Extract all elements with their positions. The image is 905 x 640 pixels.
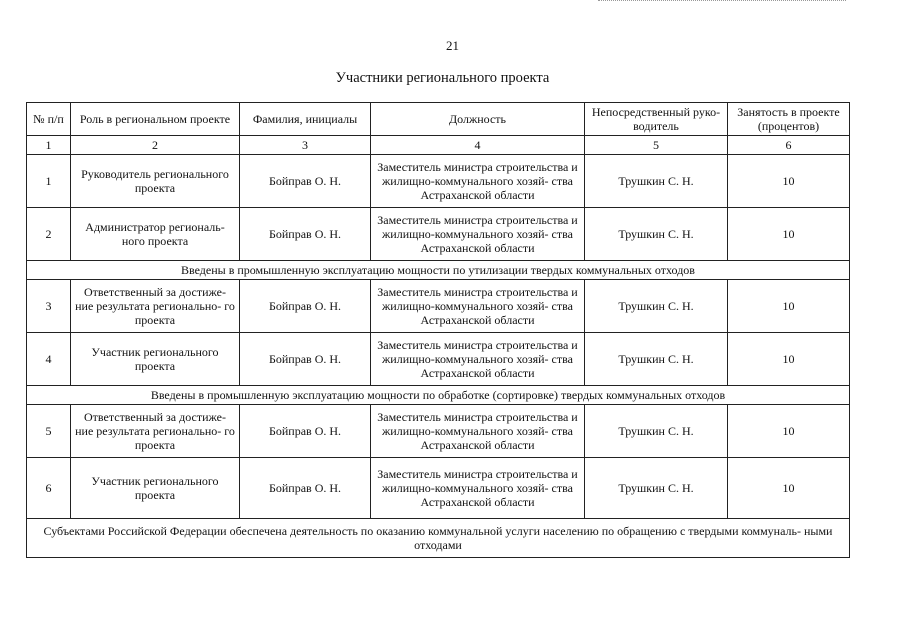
supervisor-cell: Трушкин С. Н. [585, 155, 728, 208]
name-cell: Бойправ О. Н. [240, 155, 371, 208]
role-cell: Участник регионального проекта [71, 333, 240, 386]
employment-cell: 10 [728, 280, 850, 333]
position-cell: Заместитель министра строительства и жилищно-коммунального хозяй- ства Астраханской области [371, 333, 585, 386]
name-cell: Бойправ О. Н. [240, 458, 371, 519]
employment-cell: 10 [728, 458, 850, 519]
name-cell: Бойправ О. Н. [240, 208, 371, 261]
employment-cell: 10 [728, 405, 850, 458]
position-cell: Заместитель министра строительства и жилищно-коммунального хозяй- ства Астраханской области [371, 155, 585, 208]
section-row [27, 519, 850, 558]
supervisor-cell: Трушкин С. Н. [585, 333, 728, 386]
table-header-row [27, 103, 850, 136]
column-number: 2 [71, 136, 240, 155]
role-cell: Ответственный за достиже- ние результата регионально- го проекта [71, 280, 240, 333]
header-cell: № п/п [27, 103, 71, 136]
header-cell: Фамилия, инициалы [240, 103, 371, 136]
header-cell: Занятость в проекте (процентов) [728, 103, 850, 136]
supervisor-cell: Трушкин С. Н. [585, 280, 728, 333]
row-number: 5 [27, 405, 71, 458]
row-number: 3 [27, 280, 71, 333]
position-cell: Заместитель министра строительства и жилищно-коммунального хозяй- ства Астраханской области [371, 280, 585, 333]
column-number: 4 [371, 136, 585, 155]
row-number: 1 [27, 155, 71, 208]
employment-cell: 10 [728, 208, 850, 261]
section-title: Субъектами Российской Федерации обеспечена деятельность по оказанию коммунальной услуги населению по обращению с твердыми коммуналь- ными отходами [27, 519, 850, 558]
name-cell: Бойправ О. Н. [240, 405, 371, 458]
role-cell: Руководитель регионального проекта [71, 155, 240, 208]
position-cell: Заместитель министра строительства и жилищно-коммунального хозяй- ства Астраханской области [371, 405, 585, 458]
role-cell: Администратор региональ- ного проекта [71, 208, 240, 261]
column-number: 5 [585, 136, 728, 155]
position-cell: Заместитель министра строительства и жилищно-коммунального хозяй- ства Астраханской области [371, 458, 585, 519]
employment-cell: 10 [728, 333, 850, 386]
name-cell: Бойправ О. Н. [240, 280, 371, 333]
column-number: 3 [240, 136, 371, 155]
table-row [27, 280, 850, 333]
employment-cell: 10 [728, 155, 850, 208]
top-dotted-line [598, 0, 846, 1]
table-row [27, 208, 850, 261]
supervisor-cell: Трушкин С. Н. [585, 405, 728, 458]
role-cell: Участник регионального проекта [71, 458, 240, 519]
column-number: 6 [728, 136, 850, 155]
column-number: 1 [27, 136, 71, 155]
name-cell: Бойправ О. Н. [240, 333, 371, 386]
page-title: Участники регионального проекта [335, 70, 550, 86]
table-row [27, 333, 850, 386]
position-cell: Заместитель министра строительства и жилищно-коммунального хозяй- ства Астраханской области [371, 208, 585, 261]
participants-table [26, 102, 850, 558]
supervisor-cell: Трушкин С. Н. [585, 458, 728, 519]
table-row [27, 405, 850, 458]
role-cell: Ответственный за достиже- ние результата регионально- го проекта [71, 405, 240, 458]
row-number: 2 [27, 208, 71, 261]
section-title: Введены в промышленную эксплуатацию мощности по утилизации твердых коммунальных отходов [27, 261, 850, 280]
header-cell: Должность [371, 103, 585, 136]
row-number: 6 [27, 458, 71, 519]
table-row [27, 155, 850, 208]
supervisor-cell: Трушкин С. Н. [585, 208, 728, 261]
table-row [27, 458, 850, 519]
section-row [27, 386, 850, 405]
section-row [27, 261, 850, 280]
page-number: 21 [446, 38, 459, 53]
header-cell: Непосредственный руко- водитель [585, 103, 728, 136]
row-number: 4 [27, 333, 71, 386]
column-numbers-row [27, 136, 850, 155]
section-title: Введены в промышленную эксплуатацию мощности по обработке (сортировке) твердых коммунальных отходов [27, 386, 850, 405]
header-cell: Роль в региональном проекте [71, 103, 240, 136]
